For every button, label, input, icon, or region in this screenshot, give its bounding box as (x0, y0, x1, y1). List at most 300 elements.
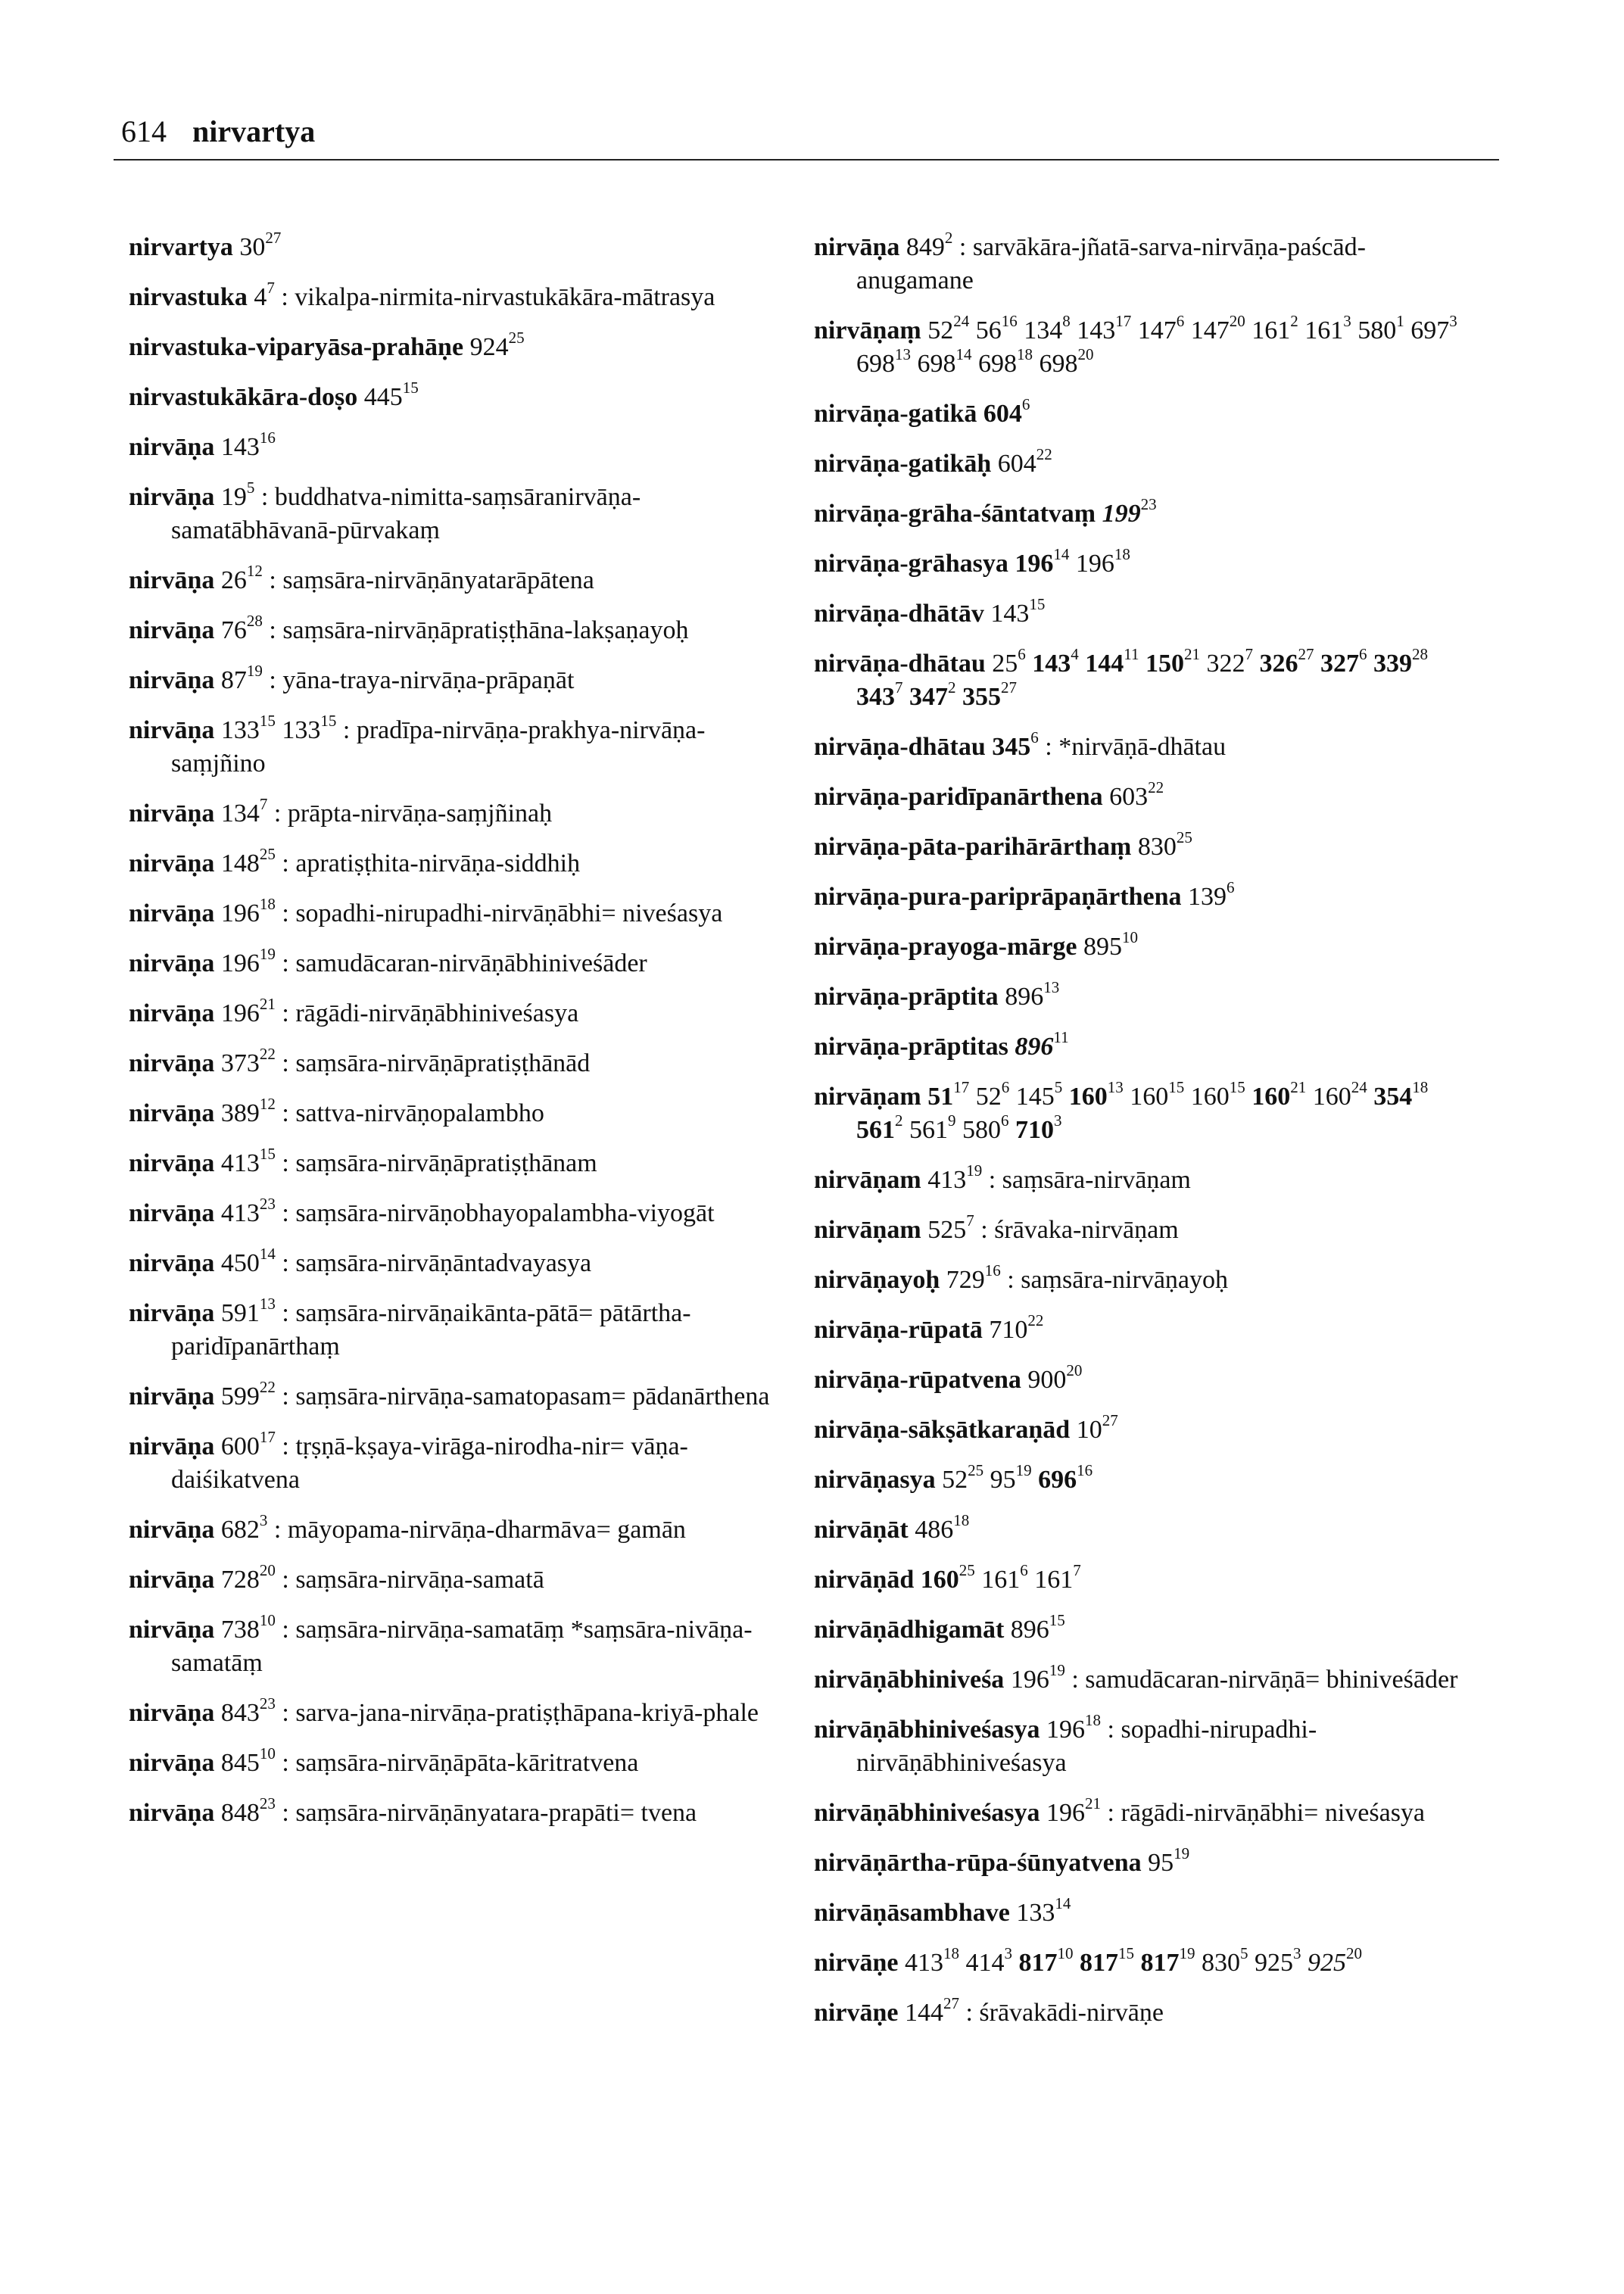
reference-line: 13 (895, 345, 911, 363)
page-line-reference (239, 229, 282, 261)
page-line-reference (1320, 645, 1367, 678)
page-line-reference (220, 1744, 276, 1777)
page-line-reference (1015, 1028, 1069, 1061)
entry-gloss: saṃsāra-nirvāṇa-samatāṃ *saṃsāra-nivāṇa-samatāṃ (171, 1616, 753, 1677)
index-entry: nirvāṇa $196^{21}$ : rāgādi-nirvāṇābhiniveśasya (129, 995, 579, 1027)
entry-headword: nirvāṇe (814, 1949, 899, 1977)
reference-line: 8 (1062, 312, 1071, 330)
entry-headword: nirvāṇayoḥ (814, 1266, 940, 1294)
page-line-reference (1077, 312, 1132, 344)
entry-headword: nirvāṇa (129, 483, 215, 511)
index-entry: nirvāṇayoḥ $729^{16}$ : saṃsāra-nirvāṇayoḥ (814, 1261, 1228, 1294)
reference-line: 20 (1345, 1944, 1362, 1962)
reference-page: 87 (220, 666, 247, 694)
reference-line: 21 (1085, 1794, 1102, 1812)
left-column (129, 231, 780, 1847)
reference-line: 1 (1396, 312, 1404, 330)
reference-line: 27 (1001, 678, 1017, 697)
entry-headword: nirvāṇa (129, 566, 215, 594)
page-line-reference (1188, 878, 1235, 911)
index-entry: nirvāṇābhiniveśasya $196^{18}$ : sopadhi-nirupadhi-nirvāṇābhiniveśasya (814, 1711, 1317, 1777)
index-entry (814, 1311, 1480, 1347)
page-line-reference (220, 1095, 276, 1127)
reference-line: 24 (1351, 1078, 1367, 1096)
reference-line: 14 (1055, 1894, 1071, 1912)
reference-page: 160 (1130, 1083, 1169, 1111)
reference-line: 7 (267, 279, 275, 297)
reference-line: 3 (1343, 312, 1351, 330)
index-entry: nirvāṇa $845^{10}$ : saṃsāra-nirvāṇāpāta-kāritratvena (129, 1744, 639, 1777)
entry-gloss: *nirvāṇā-dhātau (1058, 733, 1227, 761)
page-line-reference (997, 445, 1052, 478)
reference-line: 5 (1239, 1944, 1248, 1962)
page-line-reference (1140, 1944, 1195, 1977)
entry-headword: nirvāṇa (129, 1149, 215, 1177)
page-line-reference (1039, 345, 1094, 378)
page-line-reference (990, 595, 1046, 628)
reference-line: 15 (320, 712, 337, 730)
reference-page: 925 (1254, 1949, 1293, 1977)
entry-gloss: śrāvakādi-nirvāṇe (979, 1999, 1164, 2027)
reference-line: 19 (259, 945, 276, 963)
entry-gloss: saṃsāra-nirvāṇaikānta-pātā= pātārtha-paridīpanārthaṃ (171, 1299, 691, 1361)
reference-page: 95 (1148, 1849, 1174, 1877)
right-column (814, 231, 1480, 2046)
reference-line: 15 (1049, 1611, 1065, 1629)
page-line-reference (904, 1994, 959, 2027)
reference-page: 160 (920, 1566, 959, 1594)
reference-page: 143 (990, 600, 1030, 628)
reference-line: 7 (895, 678, 903, 697)
entry-gloss: saṃsāra-nirvāṇāpāta-kāritratvena (295, 1749, 639, 1777)
reference-page: 133 (220, 716, 260, 744)
reference-page: 924 (469, 333, 509, 361)
reference-page: 133 (1016, 1899, 1055, 1927)
entry-gloss: prāpta-nirvāṇa-saṃjñinaḥ (287, 799, 553, 828)
page-line-reference (992, 728, 1039, 761)
reference-page: 145 (1015, 1083, 1055, 1111)
reference-page: 326 (1259, 650, 1298, 678)
page-line-reference (1252, 1078, 1307, 1111)
page-line-reference (1046, 1794, 1102, 1827)
reference-page: 339 (1373, 650, 1412, 678)
page-line-reference (220, 995, 276, 1027)
reference-page: 849 (906, 233, 945, 261)
reference-page: 322 (1206, 650, 1245, 678)
reference-line: 20 (259, 1561, 276, 1579)
reference-page: 698 (856, 350, 895, 378)
reference-page: 196 (1010, 1666, 1049, 1694)
index-entry (129, 381, 780, 414)
reference-page: 143 (1032, 650, 1071, 678)
reference-line: 24 (953, 312, 970, 330)
page-line-reference (220, 1295, 276, 1327)
entry-gloss: buddhatva-nimitta-saṃsāranirvāṇa-samatābhāvanā-pūrvakaṃ (171, 483, 641, 544)
reference-page: 134 (1024, 316, 1063, 344)
reference-line: 10 (259, 1744, 276, 1763)
reference-page: 343 (856, 683, 895, 711)
reference-line: 16 (1077, 1461, 1093, 1479)
index-entry (814, 930, 1480, 964)
page-line-reference (220, 612, 263, 644)
page-line-reference (962, 1111, 1009, 1144)
index-entry: nirvāṇa $196^{18}$ : sopadhi-nirupadhi-nirvāṇābhi= niveśasya (129, 895, 723, 927)
reference-page: 196 (220, 999, 260, 1027)
reference-line: 16 (984, 1261, 1001, 1279)
reference-line: 2 (895, 1111, 903, 1130)
entry-headword: nirvāṇa-gatikāḥ (814, 450, 992, 478)
reference-page: 697 (1410, 316, 1450, 344)
page-line-reference (1068, 1078, 1124, 1111)
entry-headword: nirvāṇa (129, 1432, 215, 1460)
page-header (121, 114, 315, 149)
page-line-reference (1259, 645, 1314, 678)
reference-page: 413 (904, 1949, 943, 1977)
page-line-reference (1024, 312, 1071, 344)
index-entry: nirvāṇa $848^{23}$ : saṃsāra-nirvāṇānyatara-prapāti= tvena (129, 1794, 697, 1827)
reference-line: 9 (948, 1111, 956, 1130)
page-line-reference (1016, 1894, 1071, 1927)
index-entry: nirvāṇa $599^{22}$ : saṃsāra-nirvāṇa-samatopasam= pādanārthena (129, 1378, 770, 1410)
page-line-reference (220, 1511, 268, 1544)
reference-line: 6 (1021, 395, 1030, 413)
reference-line: 19 (1174, 1844, 1190, 1862)
page-line-reference (1130, 1078, 1185, 1111)
reference-page: 561 (856, 1116, 895, 1144)
index-entry: nirvāṇa $389^{12}$ : sattva-nirvāṇopalambho (129, 1095, 544, 1127)
reference-page: 600 (220, 1432, 260, 1460)
entry-headword: nirvāṇam (814, 1216, 921, 1244)
index-entry: nirvāṇa $133^{15}$ $133^{15}$ : pradīpa-nirvāṇa-prakhya-nirvāṇa-saṃjñino (129, 712, 706, 778)
page-line-reference (1137, 828, 1192, 861)
index-entry (814, 878, 1480, 914)
reference-page: 139 (1188, 883, 1227, 911)
page-line-reference (469, 329, 525, 361)
reference-line: 7 (966, 1211, 974, 1230)
page-line-reference (1148, 1844, 1190, 1877)
reference-page: 160 (1068, 1083, 1108, 1111)
reference-page: 373 (220, 1049, 260, 1077)
page-line-reference (1085, 645, 1139, 678)
entry-headword: nirvāṇa (129, 799, 215, 828)
entry-headword: nirvāṇāt (814, 1516, 909, 1544)
page-line-reference (1102, 495, 1157, 528)
index-entry: nirvāṇa $196^{19}$ : samudācaran-nirvāṇābhiniveśāder (129, 945, 647, 977)
reference-page: 830 (1201, 1949, 1240, 1977)
entry-headword: nirvāṇa (129, 1099, 215, 1127)
index-entry: nirvāṇa $600^{17}$ : tṛṣṇā-kṣaya-virāga-nirodha-nir= vāṇa-daiśikatvena (129, 1428, 688, 1494)
page-line-reference (282, 712, 337, 744)
page-line-reference (1075, 545, 1130, 578)
reference-line: 22 (1036, 445, 1052, 463)
page-line-reference (220, 478, 255, 511)
reference-page: 604 (997, 450, 1036, 478)
page-line-reference (1201, 1944, 1248, 1977)
entry-headword: nirvāṇa (129, 1566, 215, 1594)
entry-headword: nirvāṇasya (814, 1466, 936, 1494)
page-line-reference (856, 1111, 903, 1144)
page-line-reference (220, 1378, 276, 1410)
reference-line: 19 (1179, 1944, 1195, 1962)
reference-page: 450 (220, 1249, 260, 1277)
page-line-reference (1015, 1111, 1062, 1144)
reference-line: 6 (1001, 1111, 1009, 1130)
entry-headword: nirvāṇa-grāhasya (814, 550, 1008, 578)
reference-line: 2 (1290, 312, 1298, 330)
reference-line: 18 (1085, 1711, 1102, 1729)
index-entry (814, 1844, 1480, 1880)
reference-line: 25 (959, 1561, 975, 1579)
page-line-reference (917, 345, 972, 378)
reference-page: 52 (975, 1083, 1002, 1111)
reference-line: 23 (259, 1794, 276, 1812)
reference-page: 603 (1109, 783, 1149, 811)
reference-line: 27 (1298, 645, 1314, 663)
reference-line: 6 (1176, 312, 1185, 330)
entry-headword: nirvāṇa-prāptitas (814, 1033, 1008, 1061)
index-entry: nirvāṇe $144^{27}$ : śrāvakādi-nirvāṇe (814, 1994, 1164, 2027)
reference-page: 76 (220, 616, 247, 644)
reference-page: 355 (962, 683, 1001, 711)
page-line-reference (220, 1561, 276, 1594)
reference-line: 17 (953, 1078, 970, 1096)
entry-headword: nirvāṇa (129, 1699, 215, 1727)
page-line-reference (1018, 1944, 1074, 1977)
page-line-reference (220, 1428, 276, 1460)
index-entry (129, 431, 780, 464)
page-line-reference (1357, 312, 1404, 344)
index-entry (814, 1080, 1480, 1147)
page-line-reference (962, 678, 1017, 711)
reference-line: 15 (1229, 1078, 1245, 1096)
reference-line: 10 (259, 1611, 276, 1629)
reference-page: 147 (1137, 316, 1177, 344)
reference-line: 12 (246, 562, 263, 580)
entry-gloss: saṃsāra-nirvāṇāpratiṣṭhānād (295, 1049, 591, 1077)
page-line-reference (856, 678, 903, 711)
index-entry: nirvāṇa $413^{15}$ : saṃsāra-nirvāṇāpratiṣṭhānam (129, 1145, 597, 1177)
reference-page: 413 (927, 1166, 967, 1194)
reference-page: 161 (981, 1566, 1021, 1594)
page-line-reference (1252, 312, 1298, 344)
reference-line: 25 (259, 845, 276, 863)
reference-line: 6 (1030, 728, 1039, 746)
page-number: 614 (121, 114, 167, 148)
reference-line: 3 (1054, 1111, 1062, 1130)
reference-line: 13 (259, 1295, 276, 1313)
page-line-reference (1190, 312, 1245, 344)
reference-line: 22 (1027, 1311, 1044, 1329)
entry-headword: nirvāṇa (129, 899, 215, 927)
reference-line: 25 (968, 1461, 984, 1479)
index-entry (129, 331, 780, 364)
page-line-reference (220, 845, 276, 877)
page-line-reference (220, 1045, 276, 1077)
reference-page: 147 (1190, 316, 1230, 344)
reference-line: 15 (259, 1145, 276, 1163)
reference-page: 354 (1373, 1083, 1413, 1111)
entry-headword: nirvastuka-viparyāsa-prahāṇe (129, 333, 464, 361)
reference-line: 3 (1449, 312, 1457, 330)
index-entry: nirvāṇa $591^{13}$ : saṃsāra-nirvāṇaikānta-pātā= pātārtha-paridīpanārthaṃ (129, 1295, 691, 1361)
entry-headword: nirvāṇa-dhātau (814, 733, 986, 761)
index-entry: nirvāṇa $728^{20}$ : saṃsāra-nirvāṇa-samatā (129, 1561, 544, 1594)
reference-page: 196 (1015, 550, 1054, 578)
index-entry: nirvāṇam $525^7$ : śrāvaka-nirvāṇam (814, 1211, 1179, 1244)
entry-headword: nirvāṇa-pāta-parihārārthaṃ (814, 833, 1132, 861)
reference-page: 900 (1027, 1366, 1067, 1394)
reference-page: 199 (1102, 500, 1141, 528)
page-line-reference (220, 945, 276, 977)
reference-line: 17 (1115, 312, 1132, 330)
page-line-reference (1046, 1711, 1102, 1744)
entry-gloss: saṃsāra-nirvāṇāpratiṣṭhāna-lakṣaṇayoḥ (282, 616, 689, 644)
index-entry (814, 828, 1480, 864)
page-line-reference (975, 312, 1018, 344)
reference-page: 345 (992, 733, 1031, 761)
page-line-reference (1010, 1661, 1065, 1694)
page-line-reference (1079, 1944, 1134, 1977)
reference-page: 51 (927, 1083, 954, 1111)
reference-page: 196 (1075, 550, 1114, 578)
reference-line: 18 (259, 895, 276, 913)
page-line-reference (363, 379, 419, 411)
entry-gloss: saṃsāra-nirvāṇayoḥ (1021, 1266, 1228, 1294)
reference-page: 196 (1046, 1799, 1086, 1827)
entry-gloss: yāna-traya-nirvāṇa-prāpaṇāt (282, 666, 575, 694)
reference-line: 10 (1057, 1944, 1074, 1962)
reference-page: 698 (1039, 350, 1078, 378)
page-line-reference (1015, 1078, 1063, 1111)
entry-gloss: saṃsāra-nirvāṇa-samatā (295, 1566, 544, 1594)
reference-page: 896 (1015, 1033, 1054, 1061)
index-entry (814, 1613, 1480, 1647)
reference-page: 160 (1312, 1083, 1351, 1111)
index-entry: nirvāṇa $87^{19}$ : yāna-traya-nirvāṇa-prāpaṇāt (129, 662, 575, 694)
entry-headword: nirvāṇa (129, 716, 215, 744)
index-entry (814, 447, 1480, 481)
index-entry (814, 1030, 1480, 1064)
entry-headword: nirvāṇa (129, 1382, 215, 1410)
reference-line: 11 (1053, 1028, 1069, 1046)
page-line-reference (1304, 312, 1351, 344)
reference-page: 389 (220, 1099, 260, 1127)
entry-headword: nirvāṇābhiniveśasya (814, 1716, 1040, 1744)
entry-headword: nirvāṇa (814, 233, 900, 261)
entry-gloss: rāgādi-nirvāṇābhiniveśasya (295, 999, 579, 1027)
index-entry (814, 778, 1480, 814)
reference-page: 134 (220, 799, 260, 828)
page-line-reference (978, 345, 1033, 378)
reference-line: 12 (259, 1095, 276, 1113)
reference-page: 95 (990, 1466, 1016, 1494)
page-line-reference (220, 1195, 276, 1227)
reference-line: 5 (246, 478, 255, 497)
entry-gloss: sattva-nirvāṇopalambho (295, 1099, 544, 1127)
reference-line: 25 (508, 329, 525, 347)
reference-page: 144 (904, 1999, 943, 2027)
index-entry (814, 980, 1480, 1014)
reference-line: 10 (1122, 928, 1139, 946)
reference-line: 27 (943, 1994, 959, 2012)
reference-line: 15 (1117, 1944, 1134, 1962)
reference-line: 16 (259, 429, 276, 447)
reference-page: 845 (220, 1749, 260, 1777)
reference-page: 486 (915, 1516, 954, 1544)
page-line-reference (1032, 645, 1079, 678)
reference-line: 16 (1001, 312, 1018, 330)
entry-headword: nirvāṇa (129, 949, 215, 977)
entry-headword: nirvāṇam (814, 1083, 921, 1111)
page-line-reference (220, 795, 268, 828)
entry-headword: nirvāṇe (814, 1999, 899, 2027)
index-entry (814, 1413, 1480, 1447)
index-entry (814, 1563, 1480, 1597)
page-line-reference (220, 1694, 276, 1727)
reference-page: 414 (965, 1949, 1005, 1977)
entry-headword: nirvāṇa-dhātāv (814, 600, 984, 628)
reference-line: 22 (259, 1045, 276, 1063)
entry-gloss: saṃsāra-nirvāṇa-samatopasam= pādanārthena (295, 1382, 770, 1410)
page-line-reference (927, 312, 970, 344)
reference-line: 15 (402, 379, 419, 397)
entry-gloss: śrāvaka-nirvāṇam (994, 1216, 1179, 1244)
reference-line: 3 (1004, 1944, 1012, 1962)
entry-headword: nirvastuka (129, 283, 248, 311)
reference-page: 525 (927, 1216, 967, 1244)
entry-gloss: apratiṣṭhita-nirvāṇa-siddhiḥ (295, 849, 581, 877)
index-entry: nirvāṇābhiniveśa $196^{19}$ : samudācaran-nirvāṇā= bhiniveśāder (814, 1661, 1458, 1694)
reference-line: 21 (259, 995, 276, 1013)
reference-line: 15 (259, 712, 276, 730)
reference-page: 817 (1079, 1949, 1118, 1977)
index-entry (814, 597, 1480, 631)
reference-page: 710 (1015, 1116, 1054, 1144)
entry-headword: nirvāṇa-paridīpanārthena (814, 783, 1103, 811)
reference-page: 445 (363, 383, 403, 411)
page-line-reference (1010, 1611, 1065, 1644)
entry-gloss: pradīpa-nirvāṇa-prakhya-nirvāṇa-saṃjñino (171, 716, 706, 778)
reference-line: 25 (1176, 828, 1192, 846)
reference-line: 21 (1290, 1078, 1307, 1096)
index-entry: nirvāṇa $148^{25}$ : apratiṣṭhita-nirvāṇa-siddhiḥ (129, 845, 581, 877)
entry-headword: nirvāṇa (129, 433, 215, 461)
reference-page: 698 (917, 350, 956, 378)
reference-line: 22 (259, 1378, 276, 1396)
entry-headword: nirvāṇa-grāha-śāntatvaṃ (814, 500, 1096, 528)
reference-line: 20 (1077, 345, 1094, 363)
entry-headword: nirvāṇa-gatikā (814, 400, 977, 428)
entry-headword: nirvāṇa (129, 849, 215, 877)
reference-line: 28 (246, 612, 263, 630)
entry-gloss: saṃsāra-nirvāṇobhayopalambha-viyogāt (295, 1199, 715, 1227)
index-entry: nirvāṇa $843^{23}$ : sarva-jana-nirvāṇa-pratiṣṭhāpana-kriyā-phale (129, 1694, 759, 1727)
reference-page: 160 (1190, 1083, 1230, 1111)
entry-headword: nirvāṇa (129, 1799, 215, 1827)
reference-page: 25 (992, 650, 1018, 678)
entry-gloss: saṃsāra-nirvāṇāntadvayasya (295, 1249, 592, 1277)
index-entry (814, 547, 1480, 581)
index-entry: nirvāṇa $738^{10}$ : saṃsāra-nirvāṇa-samatāṃ *saṃsāra-nivāṇa-samatāṃ (129, 1611, 753, 1677)
reference-line: 22 (1148, 778, 1164, 796)
entry-gloss: saṃsāra-nirvāṇānyatara-prapāti= tvena (295, 1799, 697, 1827)
reference-line: 6 (1001, 1078, 1010, 1096)
reference-page: 591 (220, 1299, 260, 1327)
reference-line: 18 (1412, 1078, 1429, 1096)
entry-headword: nirvāṇābhiniveśa (814, 1666, 1005, 1694)
entry-gloss: rāgādi-nirvāṇābhi= niveśasya (1121, 1799, 1426, 1827)
page-line-reference (920, 1561, 975, 1594)
